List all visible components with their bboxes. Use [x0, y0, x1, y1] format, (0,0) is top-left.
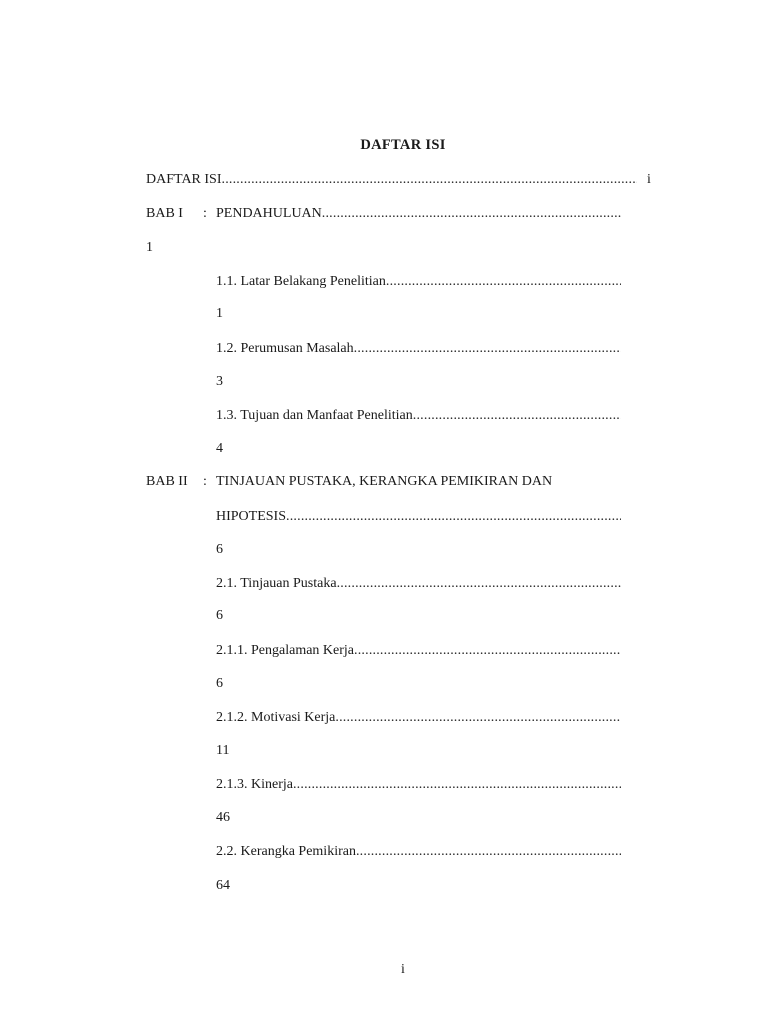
- toc-entry-label: 2.1.2. Motivasi Kerja: [216, 710, 336, 725]
- toc-entry-2-1-3[interactable]: [216, 775, 621, 795]
- toc-entry-label: 2.1. Tinjauan Pustaka: [216, 576, 337, 591]
- toc-entry-page: i: [647, 172, 651, 187]
- toc-entry-page: 11: [216, 743, 230, 758]
- toc-entry-pendahuluan[interactable]: [216, 204, 621, 224]
- toc-leader-dots: [337, 574, 621, 594]
- toc-entry-label: PENDAHULUAN: [216, 206, 322, 221]
- page-title: DAFTAR ISI: [360, 137, 446, 153]
- chapter-label-bab-1: BAB I: [146, 206, 183, 221]
- toc-entry-daftar-isi[interactable]: [146, 170, 637, 190]
- toc-entry-2-1-1[interactable]: [216, 641, 621, 661]
- toc-entry-page: 64: [216, 878, 230, 893]
- toc-entry-page: 6: [216, 542, 223, 557]
- toc-entry-page: 6: [216, 676, 223, 691]
- chapter-colon: :: [203, 474, 207, 489]
- chapter-label-bab-2: BAB II: [146, 474, 188, 489]
- toc-entry-page: 1: [216, 306, 223, 321]
- toc-entry-page: 46: [216, 810, 230, 825]
- toc-entry-page: 3: [216, 374, 223, 389]
- chapter-title-line1[interactable]: TINJAUAN PUSTAKA, KERANGKA PEMIKIRAN DAN: [216, 474, 553, 489]
- toc-entry-label: 1.3. Tujuan dan Manfaat Penelitian: [216, 408, 413, 423]
- toc-entry-1-2[interactable]: [216, 339, 621, 359]
- toc-leader-dots: [386, 272, 621, 292]
- toc-entry-label: 2.1.3. Kinerja: [216, 777, 293, 792]
- toc-leader-dots: [356, 842, 621, 862]
- toc-entry-2-2[interactable]: [216, 842, 621, 862]
- toc-leader-dots: [293, 775, 621, 795]
- toc-entry-2-1-2[interactable]: [216, 708, 621, 728]
- toc-leader-dots: [354, 339, 621, 359]
- toc-entry-label: 1.1. Latar Belakang Penelitian: [216, 274, 386, 289]
- chapter-colon: :: [203, 206, 207, 221]
- footer-page-number: i: [401, 962, 405, 977]
- toc-entry-label: 1.2. Perumusan Masalah: [216, 341, 354, 356]
- toc-leader-dots: [222, 170, 638, 190]
- toc-entry-2-1[interactable]: [216, 574, 621, 594]
- toc-entry-page: 1: [146, 240, 153, 255]
- toc-leader-dots: [286, 507, 621, 527]
- toc-entry-hipotesis[interactable]: [216, 507, 621, 527]
- toc-leader-dots: [413, 406, 621, 426]
- toc-entry-1-1[interactable]: [216, 272, 621, 292]
- toc-entry-label: DAFTAR ISI: [146, 172, 222, 187]
- toc-entry-page: 6: [216, 608, 223, 623]
- toc-entry-label: 2.1.1. Pengalaman Kerja: [216, 643, 355, 658]
- toc-entry-page: 4: [216, 441, 223, 456]
- toc-entry-1-3[interactable]: [216, 406, 621, 426]
- toc-entry-label: 2.2. Kerangka Pemikiran: [216, 844, 356, 859]
- toc-entry-label: HIPOTESIS: [216, 509, 287, 524]
- toc-leader-dots: [335, 708, 621, 728]
- toc-leader-dots: [354, 641, 621, 661]
- toc-leader-dots: [322, 204, 621, 224]
